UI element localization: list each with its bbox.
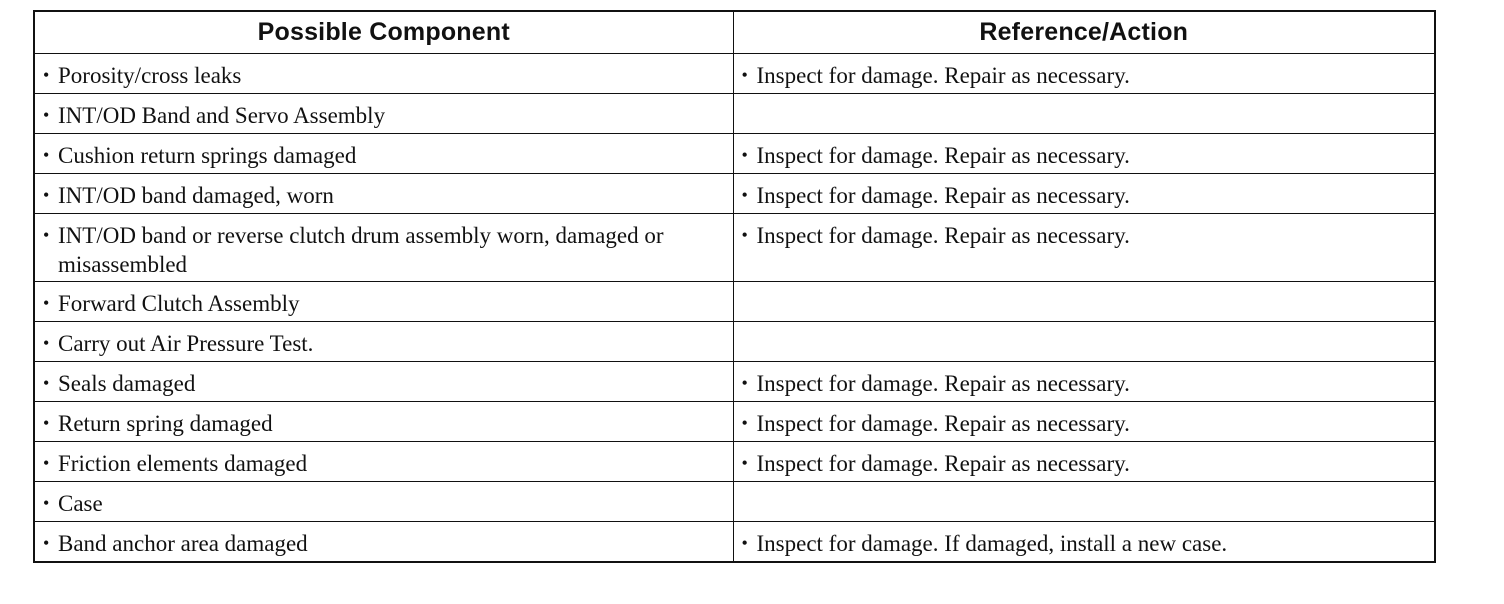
component-cell xyxy=(34,94,733,134)
component-cell xyxy=(34,322,733,362)
bullet-icon: • xyxy=(43,333,50,353)
component-item xyxy=(43,61,725,90)
action-text: Inspect for damage. Repair as necessary. xyxy=(756,371,1130,396)
component-item xyxy=(43,181,725,210)
bullet-icon: • xyxy=(741,453,748,473)
component-cell xyxy=(34,402,733,442)
bullet-icon: • xyxy=(43,533,50,553)
component-item xyxy=(43,489,725,518)
action-cell xyxy=(733,214,1435,282)
table-row xyxy=(34,282,1435,322)
component-item xyxy=(43,221,725,279)
bullet-icon: • xyxy=(741,533,748,553)
action-cell xyxy=(733,482,1435,522)
bullet-icon: • xyxy=(741,373,748,393)
bullet-icon: • xyxy=(741,225,748,245)
component-item xyxy=(43,329,725,358)
component-cell xyxy=(34,214,733,282)
action-item xyxy=(742,449,1427,478)
table-row xyxy=(34,362,1435,402)
component-text: Return spring damaged xyxy=(58,411,273,436)
action-cell xyxy=(733,54,1435,94)
action-cell xyxy=(733,94,1435,134)
action-cell xyxy=(733,442,1435,482)
action-text: Inspect for damage. If damaged, install a new case. xyxy=(756,531,1228,556)
header-reference-action: Reference/Action xyxy=(733,11,1435,54)
action-text: Inspect for damage. Repair as necessary. xyxy=(756,411,1130,436)
component-cell xyxy=(34,442,733,482)
diagnosis-table xyxy=(33,10,1436,563)
table-row xyxy=(34,322,1435,362)
component-text: Friction elements damaged xyxy=(58,451,308,476)
action-cell xyxy=(733,522,1435,562)
component-item xyxy=(43,449,725,478)
action-item xyxy=(742,141,1427,170)
table-row xyxy=(34,94,1435,134)
component-item xyxy=(43,289,725,318)
action-item xyxy=(742,409,1427,438)
table-row xyxy=(34,54,1435,94)
table-row xyxy=(34,442,1435,482)
table-row xyxy=(34,134,1435,174)
action-cell xyxy=(733,402,1435,442)
component-cell xyxy=(34,134,733,174)
table-row xyxy=(34,214,1435,282)
action-item xyxy=(742,529,1427,558)
component-cell xyxy=(34,522,733,562)
action-text: Inspect for damage. Repair as necessary. xyxy=(756,143,1130,168)
component-item xyxy=(43,529,725,558)
bullet-icon: • xyxy=(741,65,748,85)
table-row xyxy=(34,174,1435,214)
action-cell xyxy=(733,362,1435,402)
bullet-icon: • xyxy=(43,493,50,513)
action-item xyxy=(742,221,1427,250)
action-item xyxy=(742,61,1427,90)
component-text: Cushion return springs damaged xyxy=(58,143,357,168)
component-item xyxy=(43,409,725,438)
component-cell xyxy=(34,174,733,214)
action-cell xyxy=(733,322,1435,362)
component-text: Case xyxy=(58,491,103,516)
action-cell xyxy=(733,282,1435,322)
bullet-icon: • xyxy=(43,413,50,433)
header-row xyxy=(34,11,1435,54)
bullet-icon: • xyxy=(43,225,50,245)
action-cell xyxy=(733,174,1435,214)
bullet-icon: • xyxy=(43,373,50,393)
bullet-icon: • xyxy=(43,105,50,125)
bullet-icon: • xyxy=(741,413,748,433)
bullet-icon: • xyxy=(741,145,748,165)
component-text: Porosity/cross leaks xyxy=(58,63,242,88)
header-possible-component: Possible Component xyxy=(34,11,733,54)
component-cell xyxy=(34,482,733,522)
component-text: INT/OD Band and Servo Assembly xyxy=(58,103,386,128)
action-text: Inspect for damage. Repair as necessary. xyxy=(756,63,1130,88)
component-cell xyxy=(34,362,733,402)
bullet-icon: • xyxy=(741,185,748,205)
action-item xyxy=(742,181,1427,210)
bullet-icon: • xyxy=(43,65,50,85)
component-item xyxy=(43,369,725,398)
bullet-icon: • xyxy=(43,145,50,165)
table-body xyxy=(34,54,1435,562)
bullet-icon: • xyxy=(43,453,50,473)
table-row xyxy=(34,402,1435,442)
component-item xyxy=(43,141,725,170)
component-text: Carry out Air Pressure Test. xyxy=(58,331,314,356)
action-item xyxy=(742,369,1427,398)
table-row xyxy=(34,522,1435,562)
table-row xyxy=(34,482,1435,522)
bullet-icon: • xyxy=(43,185,50,205)
action-text: Inspect for damage. Repair as necessary. xyxy=(756,183,1130,208)
component-text: Forward Clutch Assembly xyxy=(58,291,300,316)
component-cell xyxy=(34,54,733,94)
action-text: Inspect for damage. Repair as necessary. xyxy=(756,451,1130,476)
action-text: Inspect for damage. Repair as necessary. xyxy=(756,223,1130,248)
bullet-icon: • xyxy=(43,293,50,313)
component-text: Band anchor area damaged xyxy=(58,531,308,556)
component-text: INT/OD band damaged, worn xyxy=(58,183,334,208)
component-cell xyxy=(34,282,733,322)
component-item xyxy=(43,101,725,130)
component-text: INT/OD band or reverse clutch drum assembly worn, damaged or misassembled xyxy=(58,223,664,277)
action-cell xyxy=(733,134,1435,174)
component-text: Seals damaged xyxy=(58,371,196,396)
